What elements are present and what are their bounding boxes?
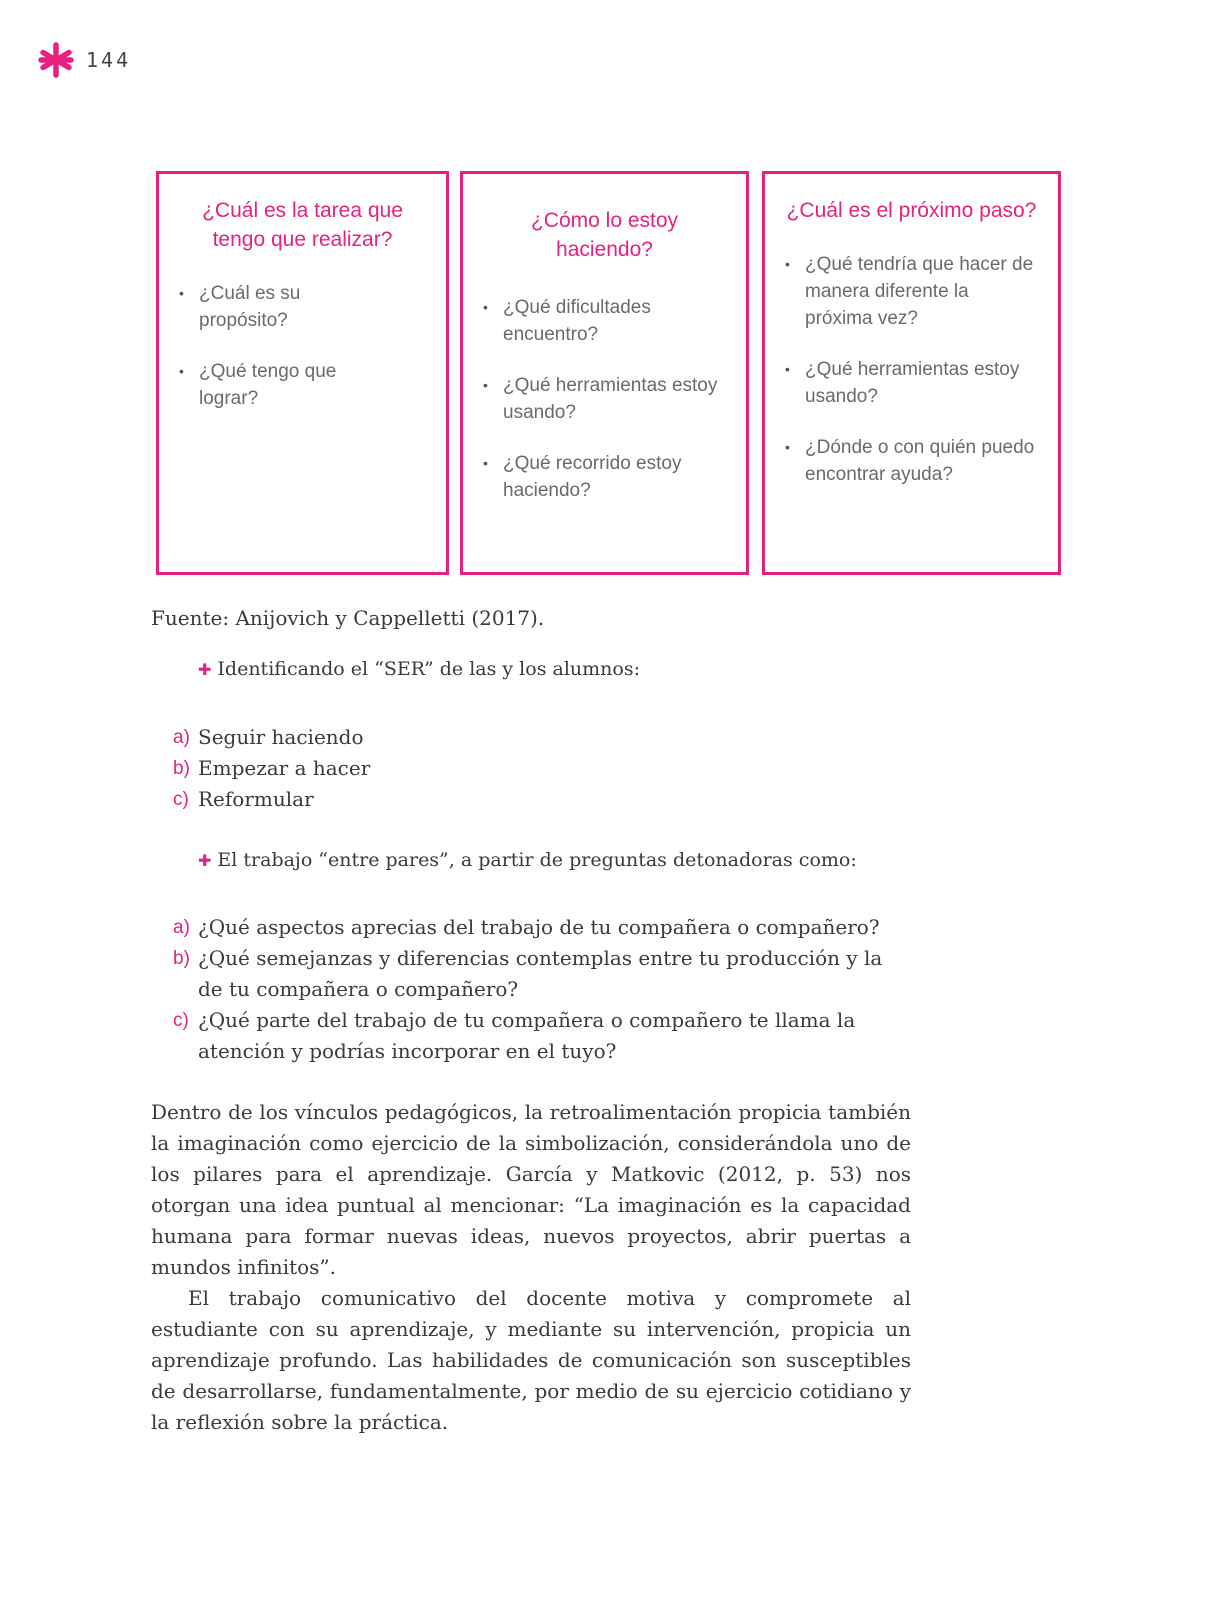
box-question: • ¿Qué tengo que lograr?: [179, 358, 426, 412]
box-question: • ¿Qué dificultades encuentro?: [483, 294, 726, 348]
section-heading-text: Identificando el “SER” de las y los alumnos:: [217, 658, 640, 680]
list-marker: c): [173, 789, 189, 810]
box-question: • ¿Qué herramientas estoy usando?: [483, 372, 726, 426]
box-question-list: [179, 280, 426, 412]
list-item-text: ¿Qué aspectos aprecias del trabajo de tu compañera o compañero?: [198, 915, 880, 939]
box-task: [156, 171, 449, 575]
option-list: [173, 722, 913, 815]
box-question: • ¿Qué tendría que hacer de manera diferente la próxima vez?: [785, 251, 1038, 332]
box-title: ¿Cuál es el próximo paso?: [786, 199, 1037, 222]
page-number: 144: [86, 48, 132, 72]
box-title: ¿Cómo lo estoy haciendo?: [530, 209, 679, 261]
list-item-text: Empezar a hacer: [198, 756, 371, 780]
list-item: [173, 943, 913, 1005]
list-item: [173, 722, 913, 753]
list-marker: b): [173, 758, 190, 779]
list-item-text: Seguir haciendo: [198, 725, 364, 749]
section-heading: [198, 849, 857, 871]
box-question: • ¿Dónde o con quién puedo encontrar ayuda?: [785, 434, 1038, 488]
list-marker: c): [173, 1010, 189, 1031]
body-paragraph: Dentro de los vínculos pedagógicos, la retroalimentación propicia también la imaginación como ejercicio de la simbolización, considerándola uno de los pilares para el aprendizaje. García y Matkovic (2012, p. 53) nos otorgan una idea puntual al mencionar: “La imaginación es la capacidad humana para formar nuevas ideas, nuevos proyectos, abrir puertas a mundos infinitos”.: [151, 1100, 911, 1279]
box-progress: [460, 171, 749, 575]
list-item: [173, 912, 913, 943]
page-number-header: [38, 40, 131, 80]
section-heading-text: El trabajo “entre pares”, a partir de preguntas detonadoras como:: [217, 849, 857, 871]
list-item: [173, 753, 913, 784]
box-question-list: [483, 294, 726, 504]
box-question: • ¿Qué recorrido estoy haciendo?: [483, 450, 726, 504]
source-citation: Fuente: Anijovich y Cappelletti (2017).: [151, 606, 545, 630]
reflection-boxes: [156, 171, 1061, 575]
body-paragraph: El trabajo comunicativo del docente motiva y compromete al estudiante con su aprendizaje, y mediante su intervención, propicia un aprendizaje profundo. Las habilidades de comunicación son susceptibles de desarrollarse, fundamentalmente, por medio de su ejercicio cotidiano y la reflexión sobre la práctica.: [151, 1286, 911, 1434]
asterisk-icon: [38, 42, 74, 78]
list-marker: a): [173, 917, 190, 938]
box-question-list: [785, 251, 1038, 488]
plus-bullet-icon: ✚: [198, 851, 212, 870]
box-next-step: [762, 171, 1061, 575]
list-item-text: ¿Qué parte del trabajo de tu compañera o compañero te llama la atención y podrías incorporar en el tuyo?: [198, 1008, 856, 1063]
list-item: [173, 784, 913, 815]
list-marker: a): [173, 727, 190, 748]
box-question: • ¿Qué herramientas estoy usando?: [785, 356, 1038, 410]
section-heading: [198, 658, 640, 680]
box-question: • ¿Cuál es su propósito?: [179, 280, 426, 334]
list-item-text: ¿Qué semejanzas y diferencias contemplas entre tu producción y la de tu compañera o compañero?: [198, 946, 883, 1001]
question-list: [173, 912, 913, 1067]
plus-bullet-icon: ✚: [198, 660, 212, 679]
list-item-text: Reformular: [198, 787, 314, 811]
list-item: [173, 1005, 913, 1067]
list-marker: b): [173, 948, 190, 969]
box-title: ¿Cuál es la tarea que tengo que realizar?: [202, 199, 403, 251]
